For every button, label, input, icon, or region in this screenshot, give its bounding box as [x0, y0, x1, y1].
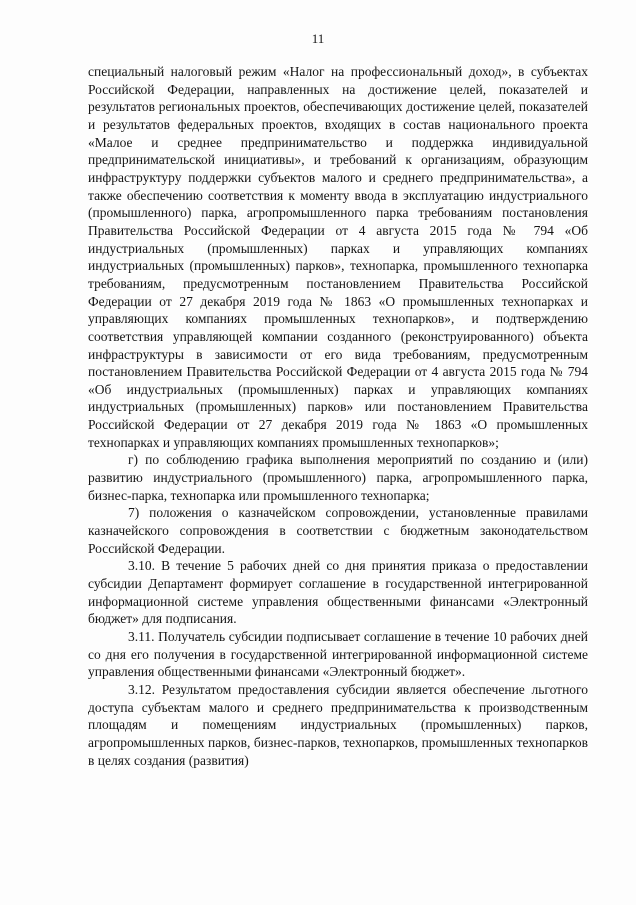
paragraph-3-10: 3.10. В течение 5 рабочих дней со дня принятия приказа о предоставлении субсидии Департамент формирует соглашение в государственной интегрированной информационной системе управления общественными финансами «Электронный бюджет» для подписания.	[88, 558, 588, 627]
paragraph-3-12: 3.12. Результатом предоставления субсидии является обеспечение льготного доступа субъектам малого и среднего предпринимательства к производственным площадям и помещениям индустриальных (промышленных) парков, агропромышленных парков, бизнес-парков, технопарков, промышленных технопарков в целях создания (развития)	[88, 681, 588, 768]
paragraph-item-7: 7) положения о казначейском сопровождении, установленные правилами казначейского сопровождения в соответствии с бюджетным законодательством Российской Федерации.	[88, 505, 588, 556]
paragraph-item-g: г) по соблюдению графика выполнения мероприятий по созданию и (или) развитию индустриального (промышленного) парка, агропромышленного парка, бизнес-парка, технопарка или промышленного технопарка;	[88, 452, 588, 503]
document-body	[88, 63, 588, 769]
paragraph-continuation: специальный налоговый режим «Налог на профессиональный доход», в субъектах Российской Федерации, направленных на достижение целей, показателей и результатов региональных проектов, обеспечивающих достижение целей, показателей и результатов федеральных проектов, входящих в состав национального проекта «Малое и среднее предпринимательство и поддержка индивидуальной предпринимательской инициативы», и требований к организациям, образующим инфраструктуру поддержки субъектов малого и среднего предпринимательства», а также обеспечению соответствия к моменту ввода в эксплуатацию индустриального (промышленного) парка, агропромышленного парка требованиям постановления Правительства Российской Федерации от 4 августа 2015 года № 794 «Об индустриальных (промышленных) парках и управляющих компаниях индустриальных (промышленных) парков», технопарка, промышленного технопарка требованиям, предусмотренным постановлением Правительства Российской Федерации от 27 декабря 2019 года № 1863 «О промышленных технопарках и управляющих компаниях промышленных технопарков», и подтверждению соответствия управляющей компании созданного (реконструированного) объекта инфраструктуры в зависимости от его вида требованиям, предусмотренным постановлением Правительства Российской Федерации от 4 августа 2015 года № 794 «Об индустриальных (промышленных) парках и управляющих компаниях индустриальных (промышленных) парков» или постановлением Правительства Российской Федерации от 27 декабря 2019 года № 1863 «О промышленных технопарках и управляющих компаниях промышленных технопарков»;	[88, 64, 588, 450]
page-number: 11	[311, 31, 325, 46]
paragraph-3-11: 3.11. Получатель субсидии подписывает соглашение в течение 10 рабочих дней со дня его получения в государственной интегрированной информационной системе управления общественными финансами «Электронный бюджет».	[88, 629, 588, 680]
